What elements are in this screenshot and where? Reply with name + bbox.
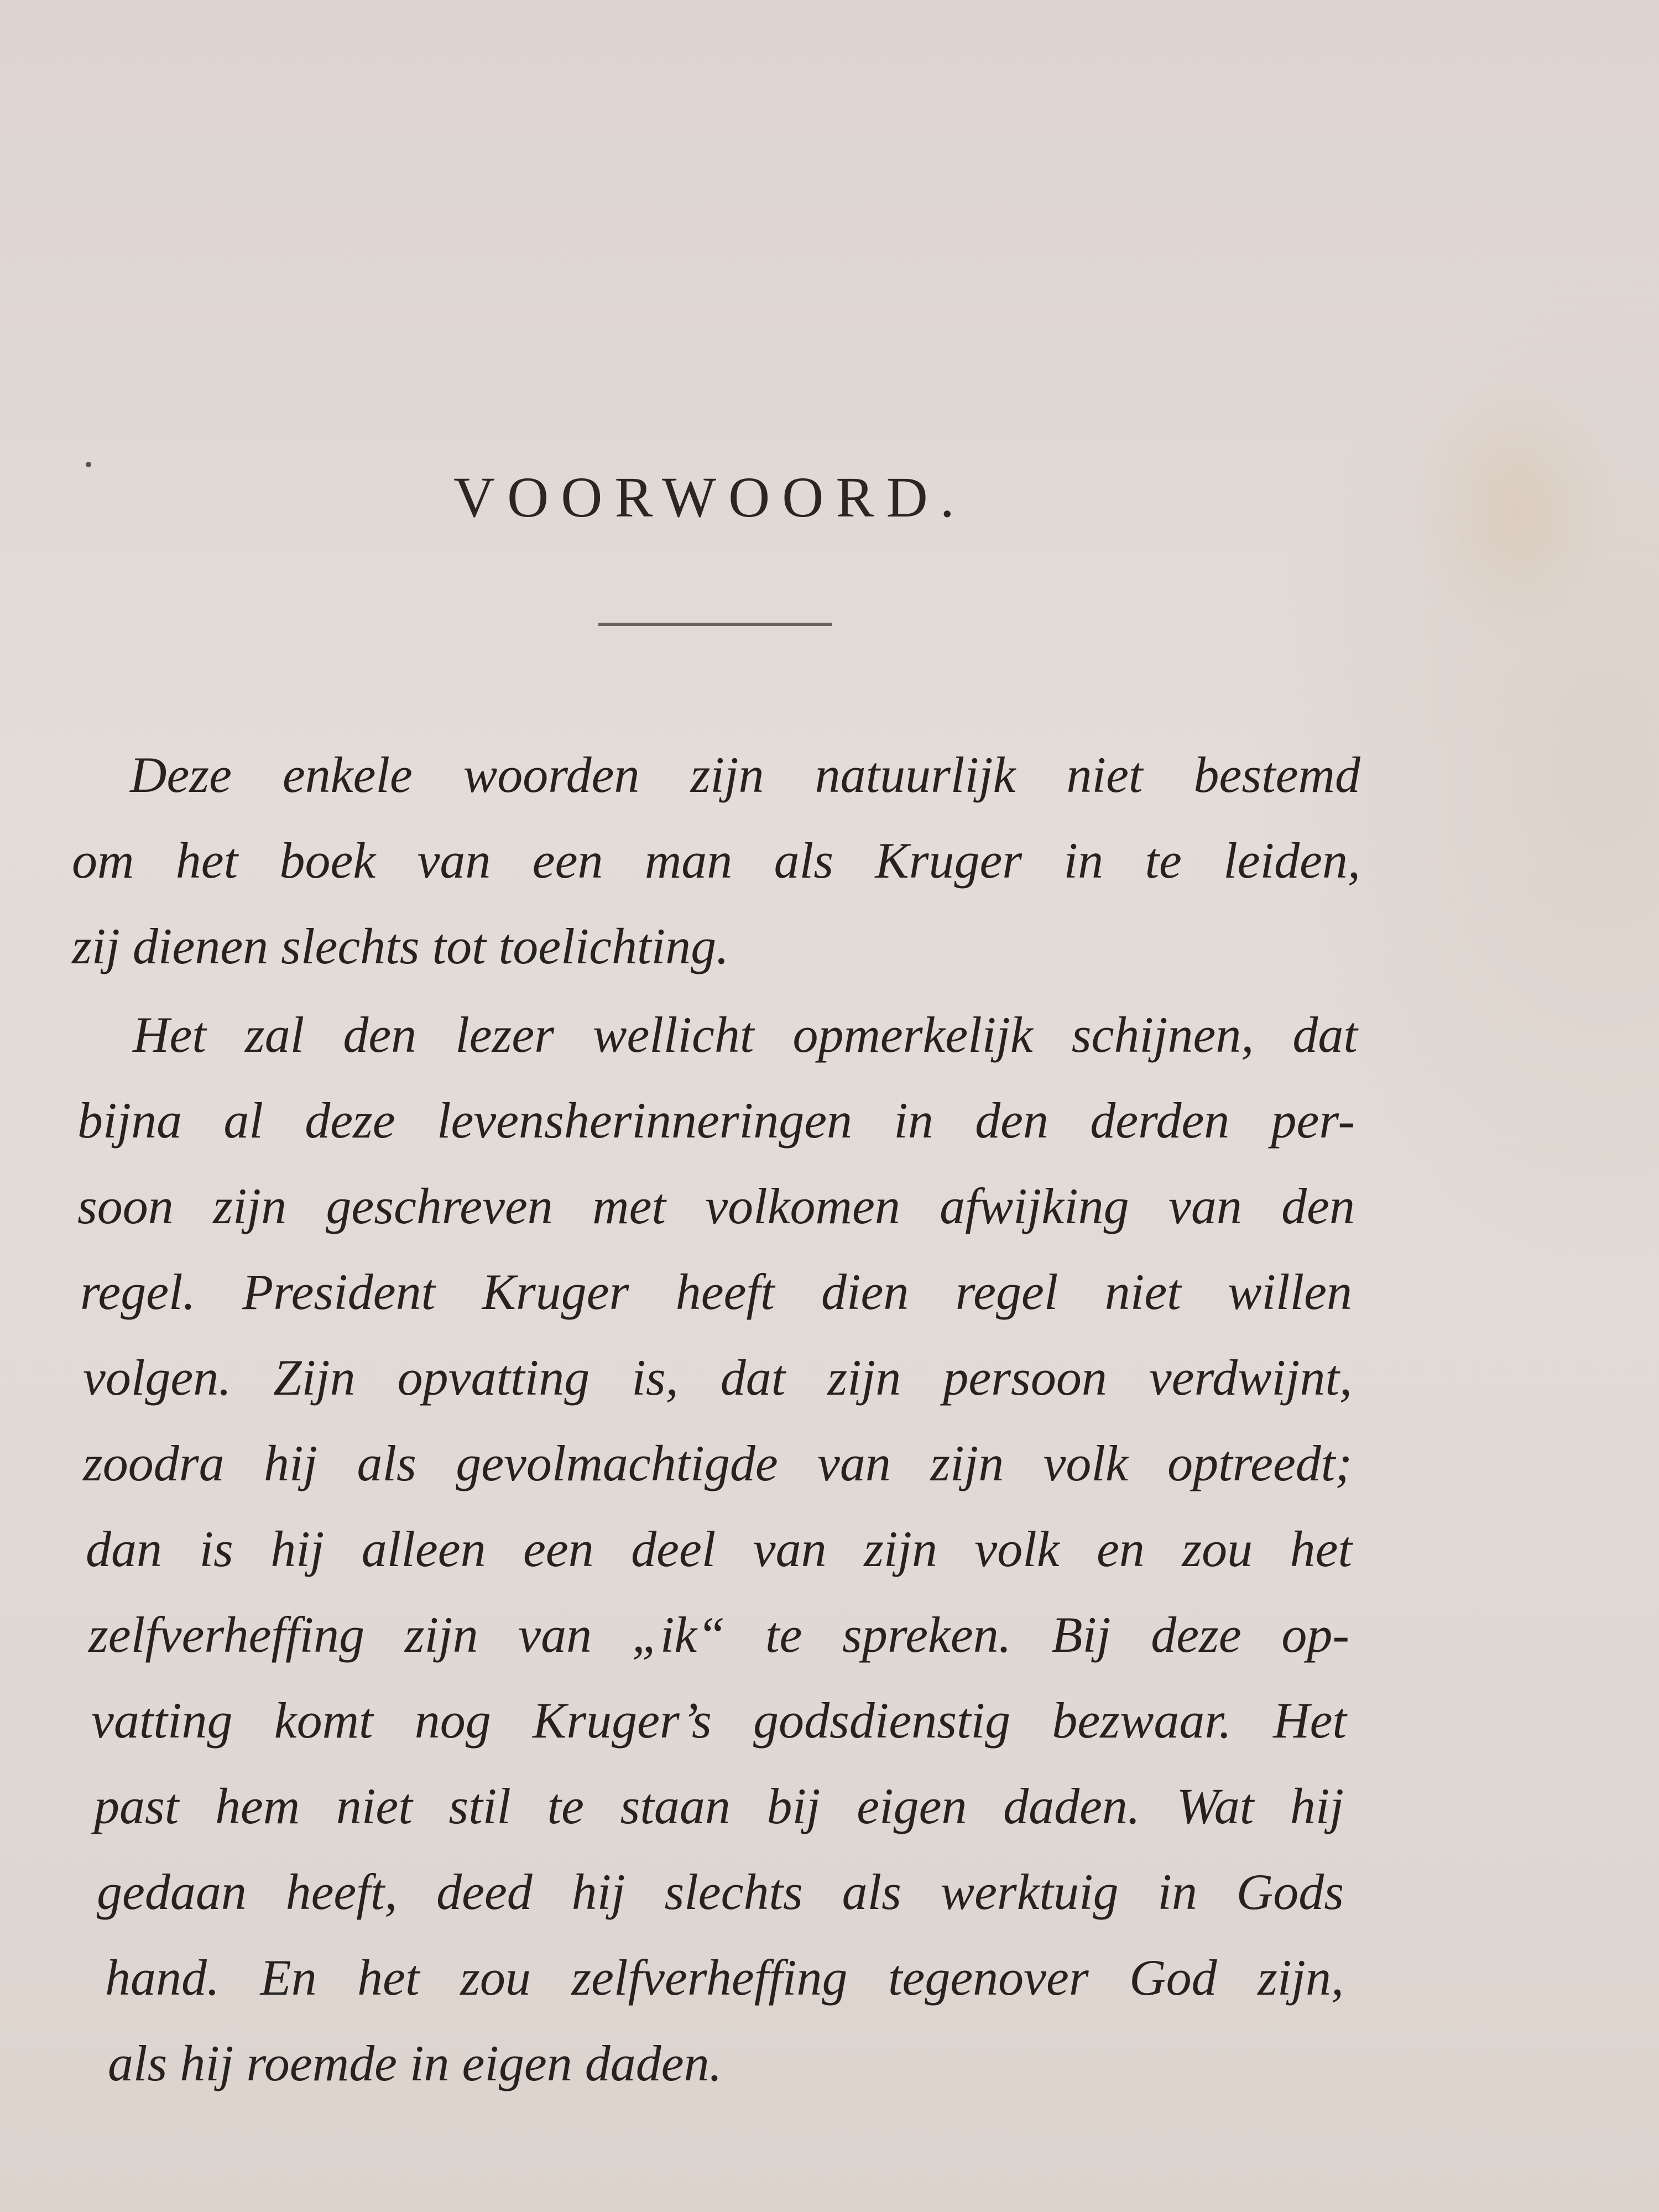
- paragraph-1-line-2: om het boek van een man als Kruger in te leiden,: [72, 832, 1360, 889]
- paragraph-2-line-5: volgen. Zijn opvatting is, dat zijn persoon verdwijnt,: [83, 1349, 1352, 1406]
- paragraph-2-line-6: zoodra hij als gevolmachtigde van zijn volk optreedt;: [83, 1435, 1352, 1491]
- title-divider: [598, 623, 832, 626]
- paragraph-2-line-11: gedaan heeft, deed hij slechts als werktuig in Gods: [97, 1864, 1344, 1920]
- ink-speck: [86, 462, 91, 467]
- paragraph-2-line-7: dan is hij alleen een deel van zijn volk en zou het: [86, 1521, 1352, 1577]
- paragraph-2-line-2: bijna al deze levensherinneringen in den derden per-: [77, 1092, 1355, 1149]
- paragraph-2-line-13: als hij roemde in eigen daden.: [108, 2035, 722, 2091]
- paragraph-2-line-10: past hem niet stil te staan bij eigen daden. Wat hij: [94, 1778, 1344, 1834]
- paragraph-2-line-1: Het zal den lezer wellicht opmerkelijk schijnen, dat: [133, 1006, 1358, 1063]
- paragraph-1-line-1: Deze enkele woorden zijn natuurlijk niet bestemd: [130, 747, 1360, 803]
- paragraph-2-line-9: vatting komt nog Kruger’s godsdienstig bezwaar. Het: [91, 1692, 1347, 1749]
- page-title: VOORWOORD.: [453, 466, 967, 529]
- paragraph-2-line-3: soon zijn geschreven met volkomen afwijking van den: [77, 1178, 1355, 1234]
- paragraph-2-line-4: regel. President Kruger heeft dien regel niet willen: [80, 1264, 1352, 1320]
- paragraph-1-line-3: zij dienen slechts tot toelichting.: [72, 918, 729, 974]
- paragraph-2-line-12: hand. En het zou zelfverheffing tegenover God zijn,: [105, 1949, 1344, 2006]
- paragraph-2-line-8: zelfverheffing zijn van „ik“ te spreken. Bij deze op-: [88, 1606, 1349, 1663]
